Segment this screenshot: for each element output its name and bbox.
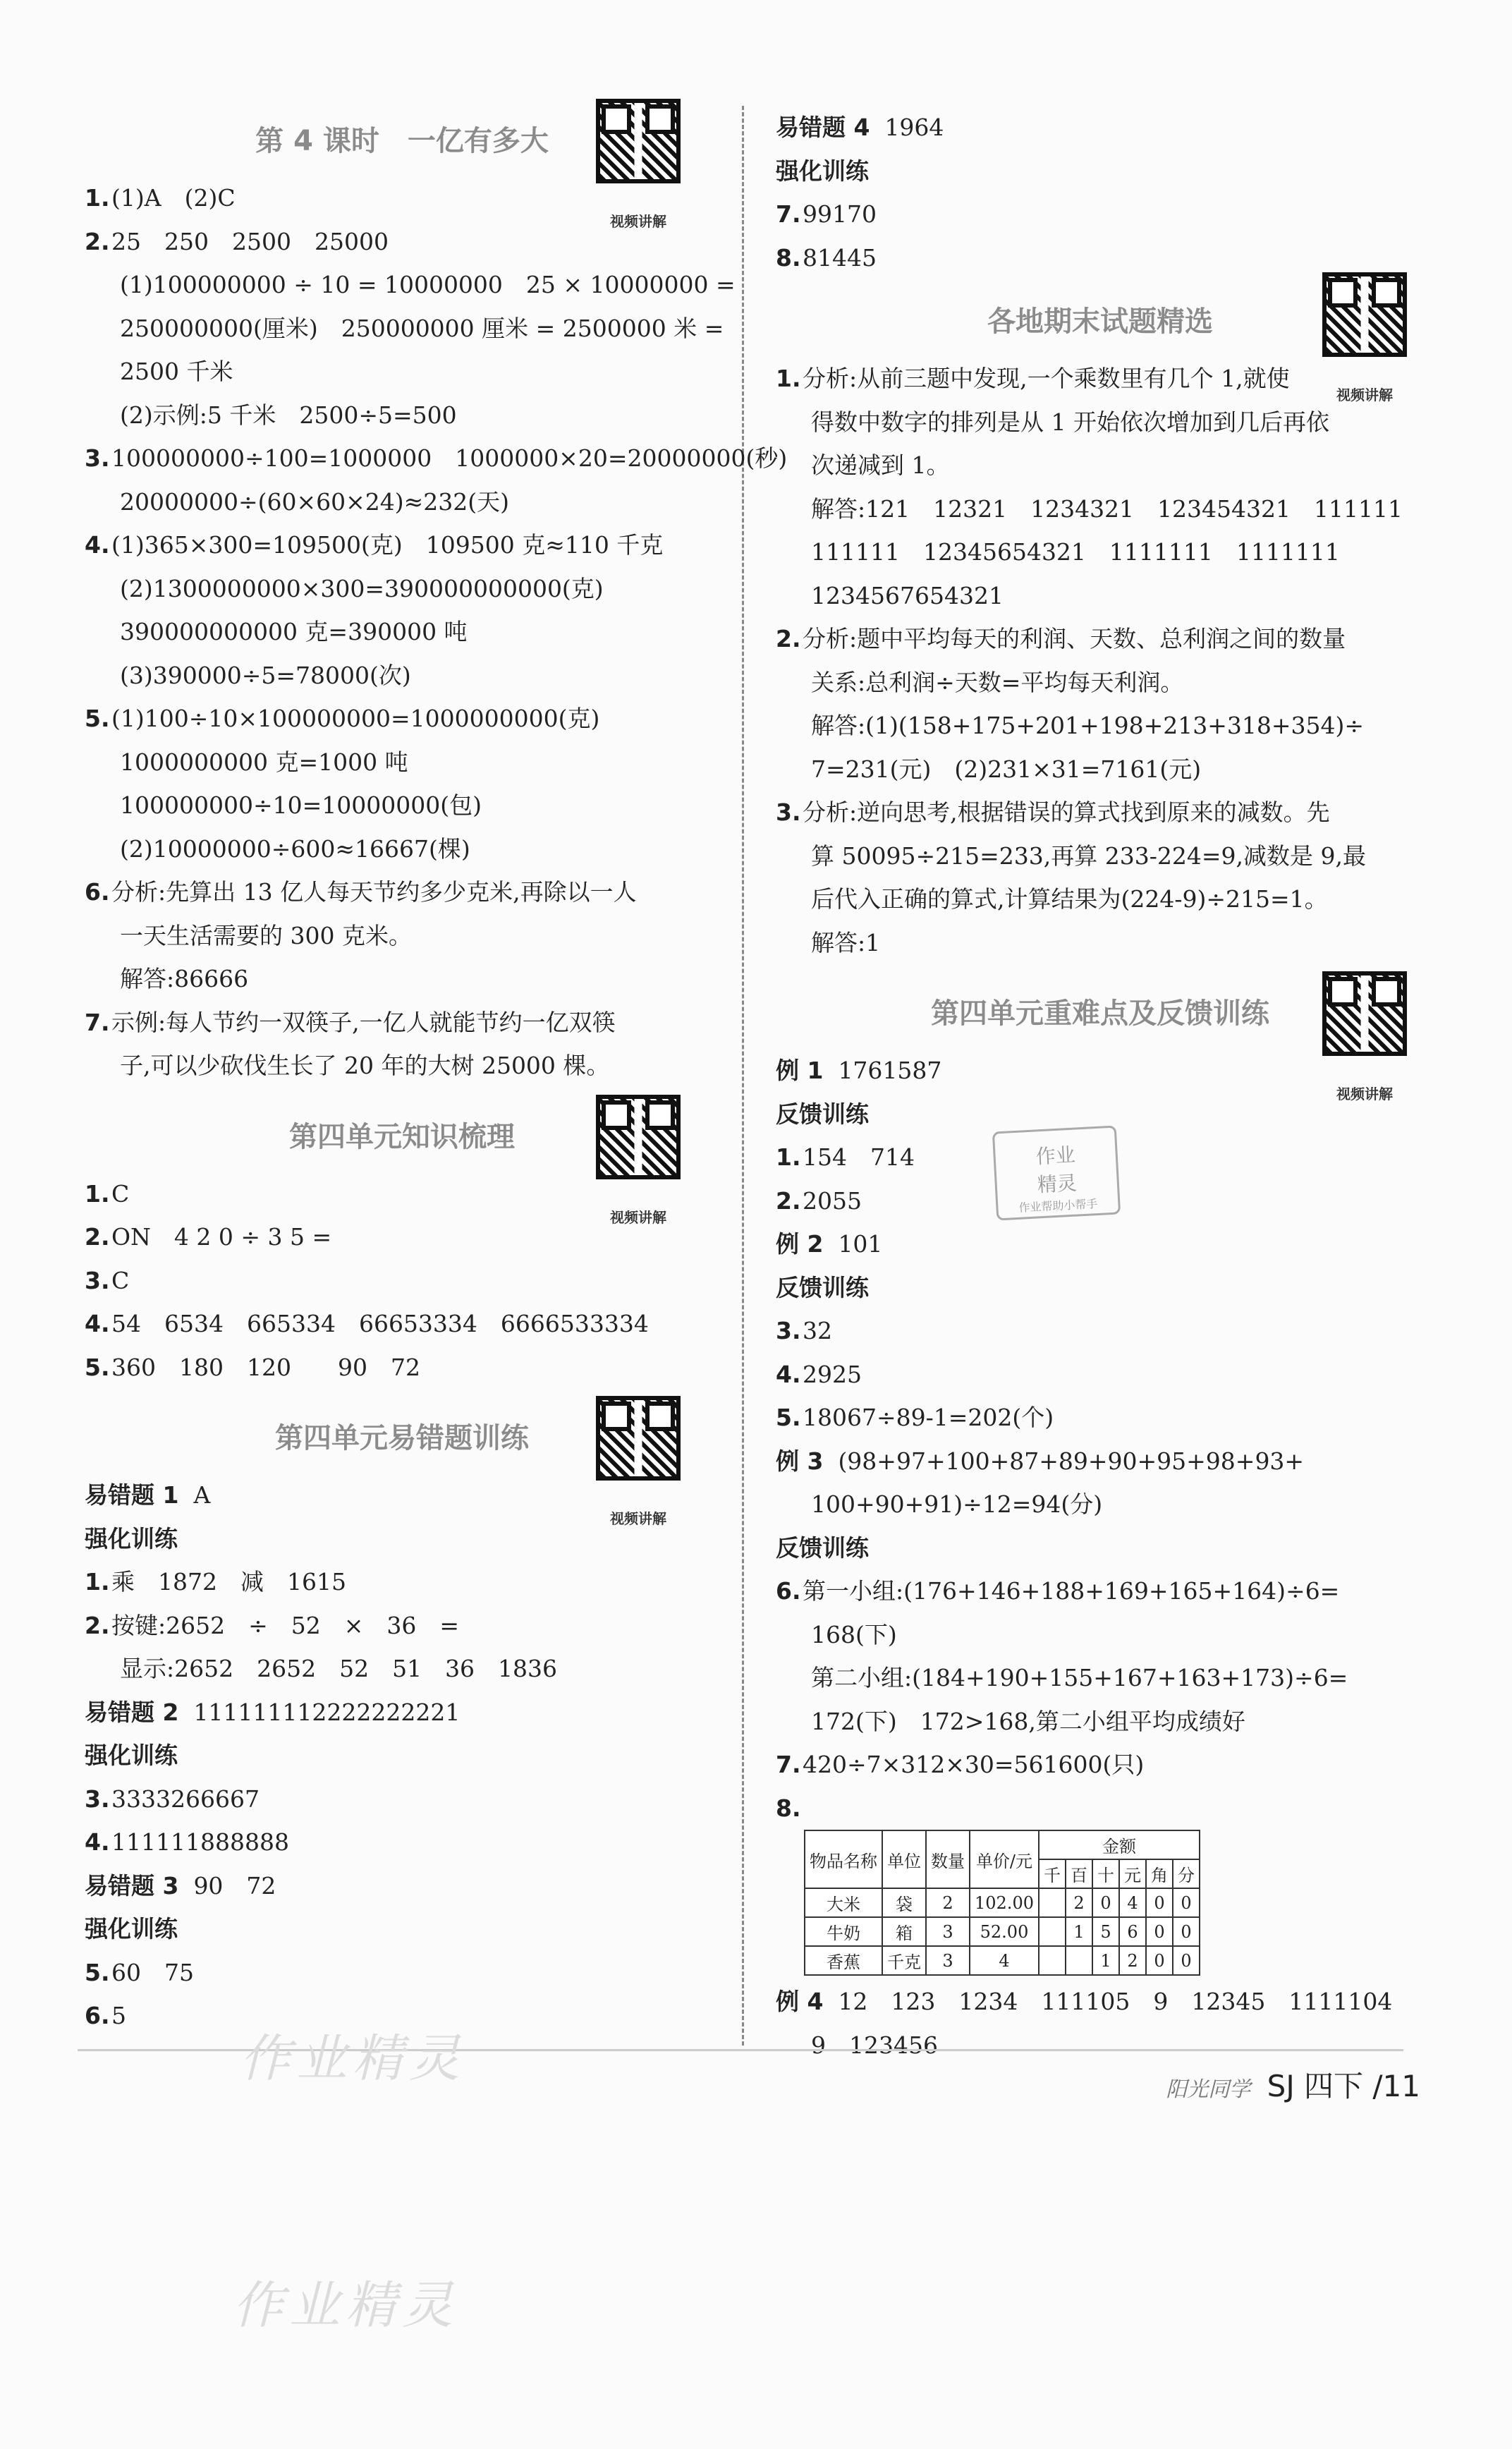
item-text: 解答:1 — [811, 928, 881, 956]
item-text: 3333266667 — [111, 1785, 260, 1813]
item-text: 解答:(1)(158+175+201+198+213+318+354)÷ — [811, 712, 1365, 739]
answer-line — [85, 1346, 719, 1390]
answer-line — [85, 1691, 719, 1734]
item-number: 4. — [85, 531, 110, 559]
table-cell: 3 — [926, 1917, 970, 1946]
item-text: 81445 — [803, 243, 877, 272]
item-text: 420÷7×312×30=561600(只) — [803, 1751, 1145, 1778]
answer-line — [776, 1613, 1425, 1657]
section-title: 第 4 课时 一亿有多大 — [255, 125, 549, 157]
table-header: 金额 — [1039, 1830, 1200, 1859]
table-cell — [1066, 1946, 1092, 1975]
item-text: 12 123 1234 111105 9 12345 1111104 — [838, 1988, 1393, 2015]
answer-line — [776, 193, 1425, 236]
answer-line — [85, 1560, 719, 1604]
left-column — [85, 106, 788, 2038]
item-text: 按键:2652 ÷ 52 × 36 = — [111, 1611, 460, 1639]
qr-caption: 视频讲解 — [1336, 1086, 1393, 1102]
answer-line — [776, 1396, 1425, 1440]
item-text: 乘 1872 减 1615 — [111, 1568, 346, 1596]
table-cell: 千克 — [882, 1946, 926, 1975]
item-number: 3. — [85, 1785, 110, 1813]
answer-line — [776, 748, 1425, 791]
answer-line — [85, 1951, 719, 1995]
item-number: 4. — [85, 1310, 110, 1337]
answer-line — [85, 1778, 719, 1821]
qr-caption: 视频讲解 — [610, 1208, 666, 1226]
item-text: 54 6534 665334 66653334 6666533334 — [111, 1310, 649, 1337]
table-cell: 0 — [1092, 1888, 1119, 1917]
item-text: 第一小组:(176+146+188+169+165+164)÷6= — [803, 1577, 1340, 1605]
answer-line — [776, 617, 1425, 661]
item-text: 1234567654321 — [811, 581, 1004, 609]
item-text: (1)365×300=109500(克) 109500 克≈110 千克 — [111, 531, 664, 559]
answer-line — [85, 1044, 719, 1088]
answer-line — [776, 1700, 1425, 1744]
page-number: SJ 四下 /11 — [1267, 2069, 1420, 2103]
answer-list — [776, 1980, 1425, 2067]
answer-line — [776, 834, 1425, 878]
table-cell: 0 — [1173, 1888, 1200, 1917]
answer-line — [85, 1734, 719, 1778]
item-text: 后代入正确的算式,计算结果为(224-9)÷215=1。 — [811, 885, 1328, 913]
stamp — [992, 1125, 1121, 1220]
item-text: 60 75 — [111, 1958, 194, 1986]
answer-line — [776, 1483, 1425, 1526]
item-text: (2)1300000000×300=390000000000(克) — [120, 574, 604, 602]
item-text: 得数中数字的排列是从 1 开始依次增加到几后再依 — [811, 408, 1329, 436]
page-footer — [1166, 2063, 1420, 2105]
table-cell: 0 — [1146, 1888, 1173, 1917]
answer-line — [85, 741, 719, 784]
item-number: 6. — [85, 878, 110, 906]
item-text: 111111888888 — [111, 1828, 289, 1856]
item-text: C — [111, 1266, 130, 1294]
table-cell: 袋 — [882, 1888, 926, 1917]
item-number: 1. — [85, 184, 110, 212]
table-cell: 1 — [1092, 1946, 1119, 1975]
item-text: 次递减到 1。 — [811, 451, 950, 479]
table-cell: 香蕉 — [805, 1946, 882, 1975]
item-text: 99170 — [803, 200, 877, 228]
qr-code-icon — [596, 1095, 681, 1179]
table-cell: 6 — [1119, 1917, 1146, 1946]
answer-line — [85, 523, 719, 567]
qr-code[interactable] — [585, 99, 691, 257]
table-subheader: 百 — [1066, 1859, 1092, 1888]
answer-line — [776, 1787, 1425, 1830]
item-number: 7. — [776, 1751, 801, 1778]
item-text: C — [111, 1179, 130, 1208]
answer-line — [85, 394, 719, 437]
answer-line — [85, 1001, 719, 1045]
item-text: 111111112222222221 — [193, 1698, 461, 1726]
item-text: (1)A (2)C — [111, 184, 236, 212]
qr-code[interactable] — [585, 1095, 691, 1253]
item-number: 8. — [776, 243, 801, 272]
item-text: 1964 — [884, 114, 944, 141]
table-cell: 牛奶 — [805, 1917, 882, 1946]
item-text: 101 — [838, 1230, 883, 1258]
section-title: 第四单元重难点及反馈训练 — [931, 997, 1269, 1030]
section-title: 第四单元知识梳理 — [289, 1120, 515, 1153]
answer-list — [776, 106, 1425, 279]
item-text: 32 — [803, 1317, 832, 1344]
table-header: 单位 — [882, 1830, 926, 1888]
qr-code-icon — [596, 1396, 681, 1481]
column-divider — [742, 106, 744, 2046]
item-text: 分析:题中平均每天的利润、天数、总利润之间的数量 — [803, 625, 1346, 652]
table-cell: 0 — [1146, 1917, 1173, 1946]
item-number: 3. — [776, 1317, 801, 1344]
answer-line — [776, 150, 1425, 193]
qr-code-icon — [1322, 971, 1407, 1056]
item-number: 1. — [776, 365, 801, 392]
price-table — [804, 1830, 1200, 1976]
item-text: 25 250 2500 25000 — [111, 227, 389, 255]
item-text: 7=231(元) (2)231×31=7161(元) — [811, 755, 1202, 783]
answer-line — [85, 1821, 719, 1864]
item-number: 反馈训练 — [776, 1100, 869, 1128]
right-column — [776, 106, 1425, 2067]
table-cell: 2 — [1119, 1946, 1146, 1975]
item-text: 解答:121 12321 1234321 123454321 111111 — [811, 494, 1403, 523]
answer-line — [776, 530, 1425, 574]
item-number: 5. — [776, 1404, 801, 1431]
table-header: 数量 — [926, 1830, 970, 1888]
item-text: (1)100000000 ÷ 10 = 10000000 25 × 10000000 = — [120, 271, 736, 298]
item-number: 2. — [776, 1186, 801, 1215]
answer-line — [776, 661, 1425, 705]
item-text: 111111 12345654321 1111111 1111111 — [811, 538, 1340, 566]
answer-line — [85, 957, 719, 1001]
item-text: A — [193, 1481, 211, 1509]
item-number: 5. — [85, 1353, 110, 1381]
item-text: 90 72 — [193, 1871, 276, 1900]
item-text: ON 4 2 0 ÷ 3 5 = — [111, 1223, 332, 1251]
answer-line — [85, 610, 719, 654]
answer-line — [776, 1266, 1425, 1310]
item-text: 分析:先算出 13 亿人每天节约多少克米,再除以一人 — [111, 878, 637, 906]
item-number: 易错题 2 — [85, 1698, 179, 1726]
item-number: 7. — [85, 1008, 110, 1036]
item-number: 5. — [85, 705, 110, 732]
answer-line — [85, 480, 719, 524]
item-number: 例 4 — [776, 1988, 824, 2015]
answer-line — [776, 1526, 1425, 1570]
item-text: 分析:逆向思考,根据错误的算式找到原来的减数。先 — [803, 798, 1330, 826]
answer-list — [776, 357, 1425, 964]
item-number: 8. — [776, 1794, 801, 1822]
table-cell: 箱 — [882, 1917, 926, 1946]
answer-list — [85, 176, 788, 1088]
item-text: (3)390000÷5=78000(次) — [120, 661, 411, 689]
answer-line — [85, 827, 719, 871]
item-number: 强化训练 — [85, 1742, 178, 1769]
item-text: 100000000÷100=1000000 1000000×20=20000000(秒) — [111, 444, 788, 472]
qr-caption: 视频讲解 — [1336, 387, 1393, 403]
answer-line — [776, 1222, 1425, 1266]
table-cell: 2 — [926, 1888, 970, 1917]
item-text: 360 180 120 90 72 — [111, 1353, 420, 1381]
answer-line — [776, 1656, 1425, 1700]
answer-line — [85, 784, 719, 827]
watermark: 作业精灵 — [240, 2029, 466, 2088]
table-row — [805, 1917, 1200, 1946]
answer-line — [85, 350, 719, 394]
item-text: 1761587 — [838, 1057, 942, 1084]
table-cell: 4 — [970, 1946, 1039, 1975]
item-number: 易错题 3 — [85, 1871, 179, 1900]
table-cell: 102.00 — [970, 1888, 1039, 1917]
stamp-text: 精灵 — [1036, 1171, 1078, 1197]
qr-caption: 视频讲解 — [610, 1510, 666, 1527]
answer-line — [776, 1743, 1425, 1787]
item-number: 易错题 1 — [85, 1481, 179, 1509]
item-text: 18067÷89-1=202(个) — [803, 1404, 1054, 1431]
table-cell: 1 — [1066, 1917, 1092, 1946]
item-number: 强化训练 — [85, 1915, 178, 1943]
item-number: 4. — [85, 1828, 110, 1856]
table-header: 单价/元 — [970, 1830, 1039, 1888]
table-subheader: 千 — [1039, 1859, 1066, 1888]
answer-line — [85, 263, 736, 307]
item-number: 6. — [85, 2002, 110, 2029]
item-number: 1. — [85, 1568, 110, 1596]
item-text: 9 123456 — [811, 2031, 938, 2059]
item-number: 3. — [85, 444, 110, 472]
qr-code[interactable] — [585, 1396, 691, 1554]
answer-line — [776, 704, 1425, 748]
table-cell — [1039, 1917, 1066, 1946]
table-cell: 52.00 — [970, 1917, 1039, 1946]
answer-line — [776, 1309, 1425, 1353]
answer-line — [85, 914, 719, 958]
item-text: 一天生活需要的 300 克米。 — [120, 921, 412, 949]
item-text: 5 — [111, 2002, 126, 2029]
answer-line — [85, 1647, 719, 1691]
item-text: 154 714 — [803, 1143, 915, 1171]
answer-list — [85, 1473, 719, 2038]
answer-line — [85, 870, 719, 914]
item-text: (1)100÷10×100000000=1000000000(克) — [111, 705, 600, 732]
item-text: (98+97+100+87+89+90+95+98+93+ — [838, 1447, 1305, 1475]
item-text: 示例:每人节约一双筷子,一亿人就能节约一亿双筷 — [111, 1008, 616, 1036]
answer-line — [776, 877, 1425, 921]
item-text: 解答:86666 — [120, 965, 249, 992]
answer-line — [776, 1440, 1425, 1483]
item-text: 100000000÷10=10000000(包) — [120, 791, 482, 819]
item-number: 6. — [776, 1577, 801, 1605]
item-text: 2500 千米 — [120, 358, 233, 385]
item-number: 例 3 — [776, 1447, 824, 1475]
answer-line — [85, 1907, 719, 1951]
item-number: 4. — [776, 1360, 801, 1388]
answer-line — [85, 437, 788, 480]
qr-code-icon — [596, 99, 681, 183]
item-text: 子,可以少砍伐生长了 20 年的大树 25000 棵。 — [120, 1052, 610, 1079]
item-text: 显示:2652 2652 52 51 36 1836 — [120, 1655, 558, 1682]
qr-code-icon — [1322, 272, 1407, 357]
item-number: 1. — [776, 1143, 801, 1171]
item-number: 5. — [85, 1958, 110, 1986]
table-cell: 0 — [1146, 1946, 1173, 1975]
item-number: 例 2 — [776, 1230, 824, 1258]
item-text: 172(下) 172>168,第二小组平均成绩好 — [811, 1707, 1245, 1735]
table-subheader: 元 — [1119, 1859, 1146, 1888]
brand-logo: 阳光同学 — [1166, 2077, 1251, 2102]
answer-line — [776, 574, 1425, 618]
item-text: 分析:从前三题中发现,一个乘数里有几个 1,就使 — [803, 365, 1290, 392]
stamp-text: 作业帮助小帮手 — [1018, 1197, 1098, 1215]
item-number: 3. — [776, 798, 801, 826]
answer-line — [776, 2024, 1425, 2067]
table-subheader: 十 — [1092, 1859, 1119, 1888]
item-text: 100+90+91)÷12=94(分) — [811, 1490, 1103, 1518]
item-text: 算 50095÷215=233,再算 233-224=9,减数是 9,最 — [811, 841, 1366, 870]
section-title: 各地期末试题精选 — [987, 305, 1213, 338]
item-number: 强化训练 — [85, 1524, 178, 1552]
table-row — [805, 1946, 1200, 1975]
section-title: 第四单元易错题训练 — [275, 1422, 529, 1454]
item-number: 2. — [85, 1611, 110, 1639]
table-subheader: 分 — [1173, 1859, 1200, 1888]
answer-line — [85, 567, 719, 611]
item-number: 例 1 — [776, 1057, 824, 1084]
answer-line — [776, 106, 1425, 150]
table-cell — [1039, 1888, 1066, 1917]
item-text: 第二小组:(184+190+155+167+163+173)÷6= — [811, 1664, 1348, 1691]
item-number: 2. — [776, 625, 801, 652]
item-text: 2925 — [803, 1360, 862, 1388]
item-text: 390000000000 克=390000 吨 — [120, 618, 468, 645]
qr-caption: 视频讲解 — [610, 213, 666, 230]
answer-line — [85, 697, 719, 741]
item-text: 250000000(厘米) 250000000 厘米 = 2500000 米 = — [120, 314, 724, 342]
qr-code[interactable] — [1312, 971, 1418, 1129]
stamp-text: 作业 — [1035, 1143, 1076, 1169]
answer-line — [85, 1302, 719, 1346]
qr-code[interactable] — [1312, 272, 1418, 430]
table-row — [805, 1888, 1200, 1917]
answer-line — [85, 654, 719, 698]
item-number: 反馈训练 — [776, 1273, 869, 1301]
item-number: 易错题 4 — [776, 114, 870, 141]
item-text: 168(下) — [811, 1620, 897, 1648]
table-cell: 4 — [1119, 1888, 1146, 1917]
section-heading — [85, 1102, 719, 1226]
item-number: 1. — [85, 1179, 110, 1208]
item-text: 关系:总利润÷天数=平均每天利润。 — [811, 668, 1184, 696]
table-subheader: 角 — [1146, 1859, 1173, 1888]
table-cell: 大米 — [805, 1888, 882, 1917]
item-text: 2055 — [803, 1186, 862, 1215]
table-cell: 5 — [1092, 1917, 1119, 1946]
answer-line — [776, 921, 1425, 965]
table-cell: 0 — [1173, 1917, 1200, 1946]
item-text: 1000000000 克=1000 吨 — [120, 748, 408, 776]
item-number: 2. — [85, 227, 110, 255]
answer-line — [776, 487, 1425, 531]
item-number: 2. — [85, 1223, 110, 1251]
table-cell: 2 — [1066, 1888, 1092, 1917]
item-text: (2)示例:5 千米 2500÷5=500 — [120, 401, 457, 429]
table-cell: 3 — [926, 1946, 970, 1975]
answer-line — [776, 791, 1425, 834]
item-number: 强化训练 — [776, 157, 869, 185]
answer-line — [776, 1353, 1425, 1397]
watermark: 作业精灵 — [233, 2275, 459, 2335]
table-header: 物品名称 — [805, 1830, 882, 1888]
answer-line — [776, 1569, 1425, 1613]
item-number: 3. — [85, 1266, 110, 1294]
answer-line — [85, 1604, 719, 1648]
answer-line — [85, 1864, 719, 1908]
item-text: (2)10000000÷600≈16667(棵) — [120, 834, 470, 863]
item-number: 7. — [776, 200, 801, 228]
answer-line — [776, 1980, 1425, 2024]
answer-line — [85, 1259, 719, 1303]
answer-line — [776, 444, 1425, 487]
item-number: 反馈训练 — [776, 1533, 869, 1562]
table-cell — [1039, 1946, 1066, 1975]
answer-line — [85, 307, 724, 351]
table-cell: 0 — [1173, 1946, 1200, 1975]
item-text: 20000000÷(60×60×24)≈232(天) — [120, 487, 510, 516]
